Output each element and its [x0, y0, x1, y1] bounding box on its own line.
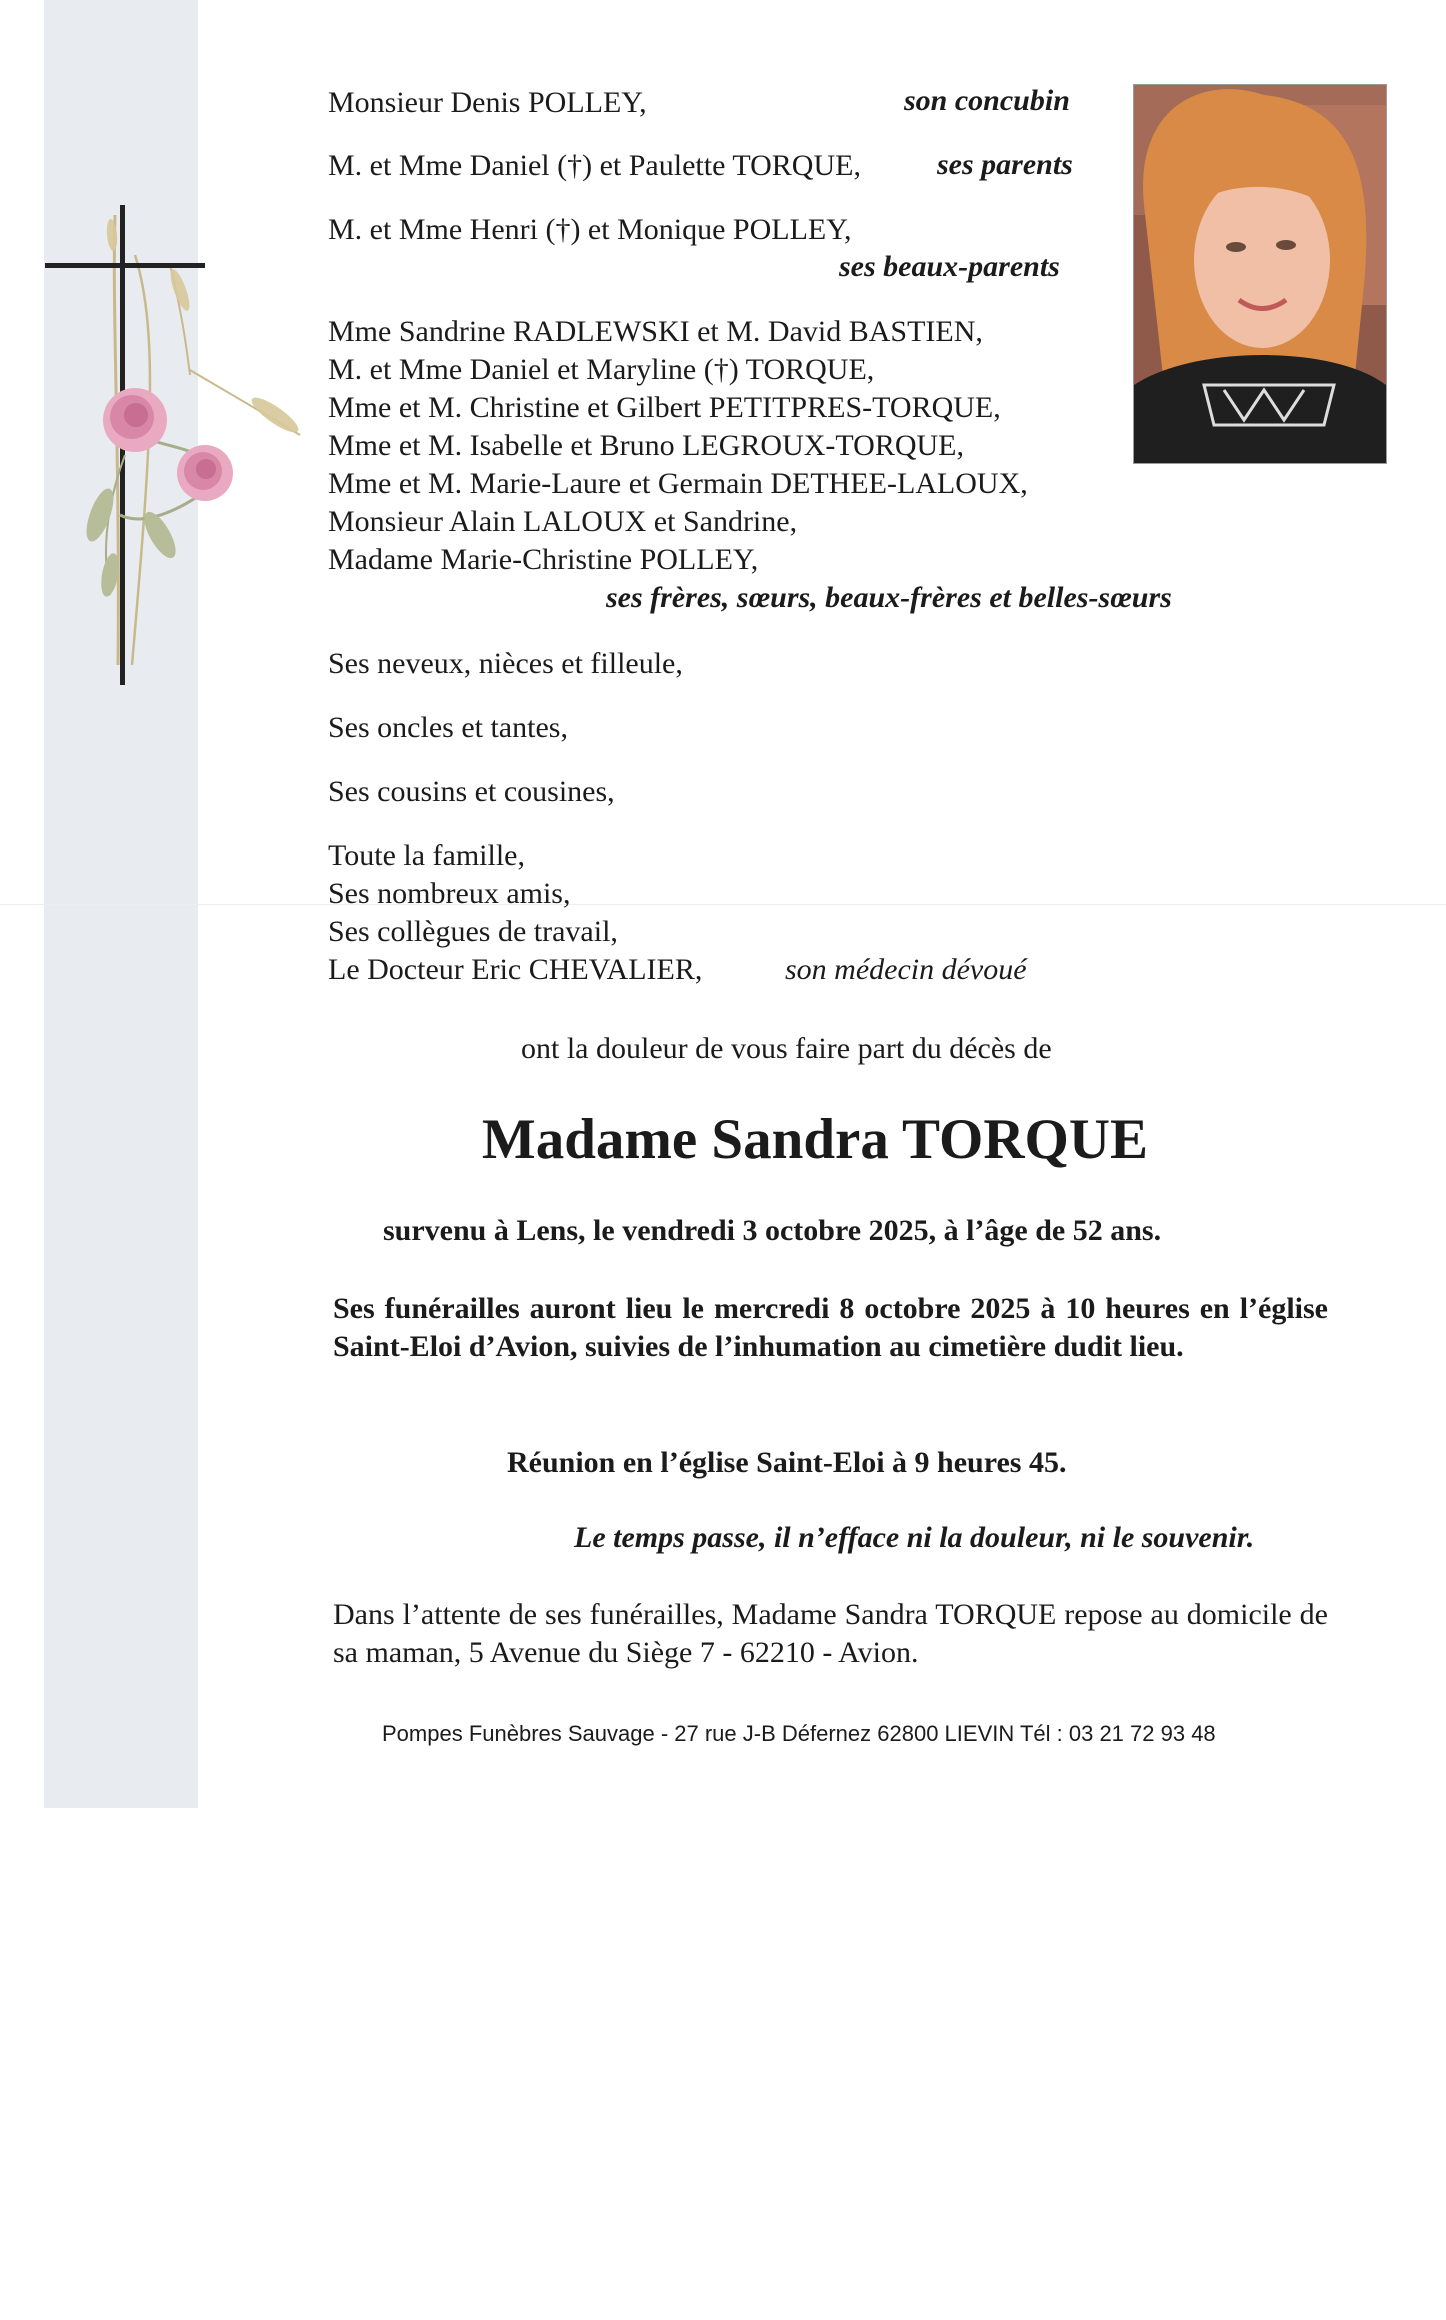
inlaws-role: ses beaux-parents: [839, 250, 1060, 283]
sibling-line: Mme et M. Isabelle et Bruno LEGROUX-TORQUE,: [328, 429, 965, 462]
sibling-line: Madame Marie-Christine POLLEY,: [328, 543, 759, 576]
uncles-line: Ses oncles et tantes,: [328, 711, 568, 744]
cross-with-roses-and-wheat-icon: [40, 195, 320, 695]
sibling-line: Mme et M. Christine et Gilbert PETITPRES-TORQUE,: [328, 391, 1001, 424]
rest-paragraph: Dans l’attente de ses funérailles, Madame Sandra TORQUE repose au domicile de sa maman, 5 Avenue du Siège 7 - 62210 - Avion.: [333, 1598, 1328, 1669]
quote-line: Le temps passe, il n’efface ni la douleur, ni le souvenir.: [574, 1521, 1255, 1554]
paper-fold-line: [0, 904, 1446, 905]
nephews-line: Ses neveux, nièces et filleule,: [328, 647, 683, 680]
concubin-name: Monsieur Denis POLLEY,: [328, 86, 647, 119]
funeral-paragraph: Ses funérailles auront lieu le mercredi 8 octobre 2025 à 10 heures en l’église Saint-Eloi d’Avion, suivies de l’inhumation au cimetière dudit lieu.: [333, 1292, 1328, 1363]
announcement-intro: ont la douleur de vous faire part du décès de: [521, 1032, 1052, 1065]
inlaws-name: M. et Mme Henri (†) et Monique POLLEY,: [328, 213, 852, 246]
sibling-line: Mme Sandrine RADLEWSKI et M. David BASTIEN,: [328, 315, 983, 348]
doctor-role: son médecin dévoué: [785, 953, 1027, 986]
friends-line: Ses nombreux amis,: [328, 877, 571, 910]
colleagues-line: Ses collègues de travail,: [328, 915, 618, 948]
sibling-line: M. et Mme Daniel et Maryline (†) TORQUE,: [328, 353, 875, 386]
concubin-role: son concubin: [904, 84, 1070, 117]
portrait-photo: [1133, 84, 1387, 464]
parents-name: M. et Mme Daniel (†) et Paulette TORQUE,: [328, 149, 861, 182]
parents-role: ses parents: [937, 148, 1073, 181]
reunion-line: Réunion en l’église Saint-Eloi à 9 heures 45.: [507, 1446, 1067, 1479]
family-line: Toute la famille,: [328, 839, 525, 872]
doctor-name: Le Docteur Eric CHEVALIER,: [328, 953, 703, 986]
sibling-line: Monsieur Alain LALOUX et Sandrine,: [328, 505, 798, 538]
cousins-line: Ses cousins et cousines,: [328, 775, 615, 808]
sibling-line: Mme et M. Marie-Laure et Germain DETHEE-LALOUX,: [328, 467, 1028, 500]
siblings-role: ses frères, sœurs, beaux-frères et belles-sœurs: [606, 581, 1172, 614]
deceased-name: Madame Sandra TORQUE: [481, 1108, 1149, 1171]
funeral-home-footer: Pompes Funèbres Sauvage - 27 rue J-B Défernez 62800 LIEVIN Tél : 03 21 72 93 48: [382, 1721, 1216, 1746]
death-line: survenu à Lens, le vendredi 3 octobre 2025, à l’âge de 52 ans.: [383, 1214, 1162, 1247]
